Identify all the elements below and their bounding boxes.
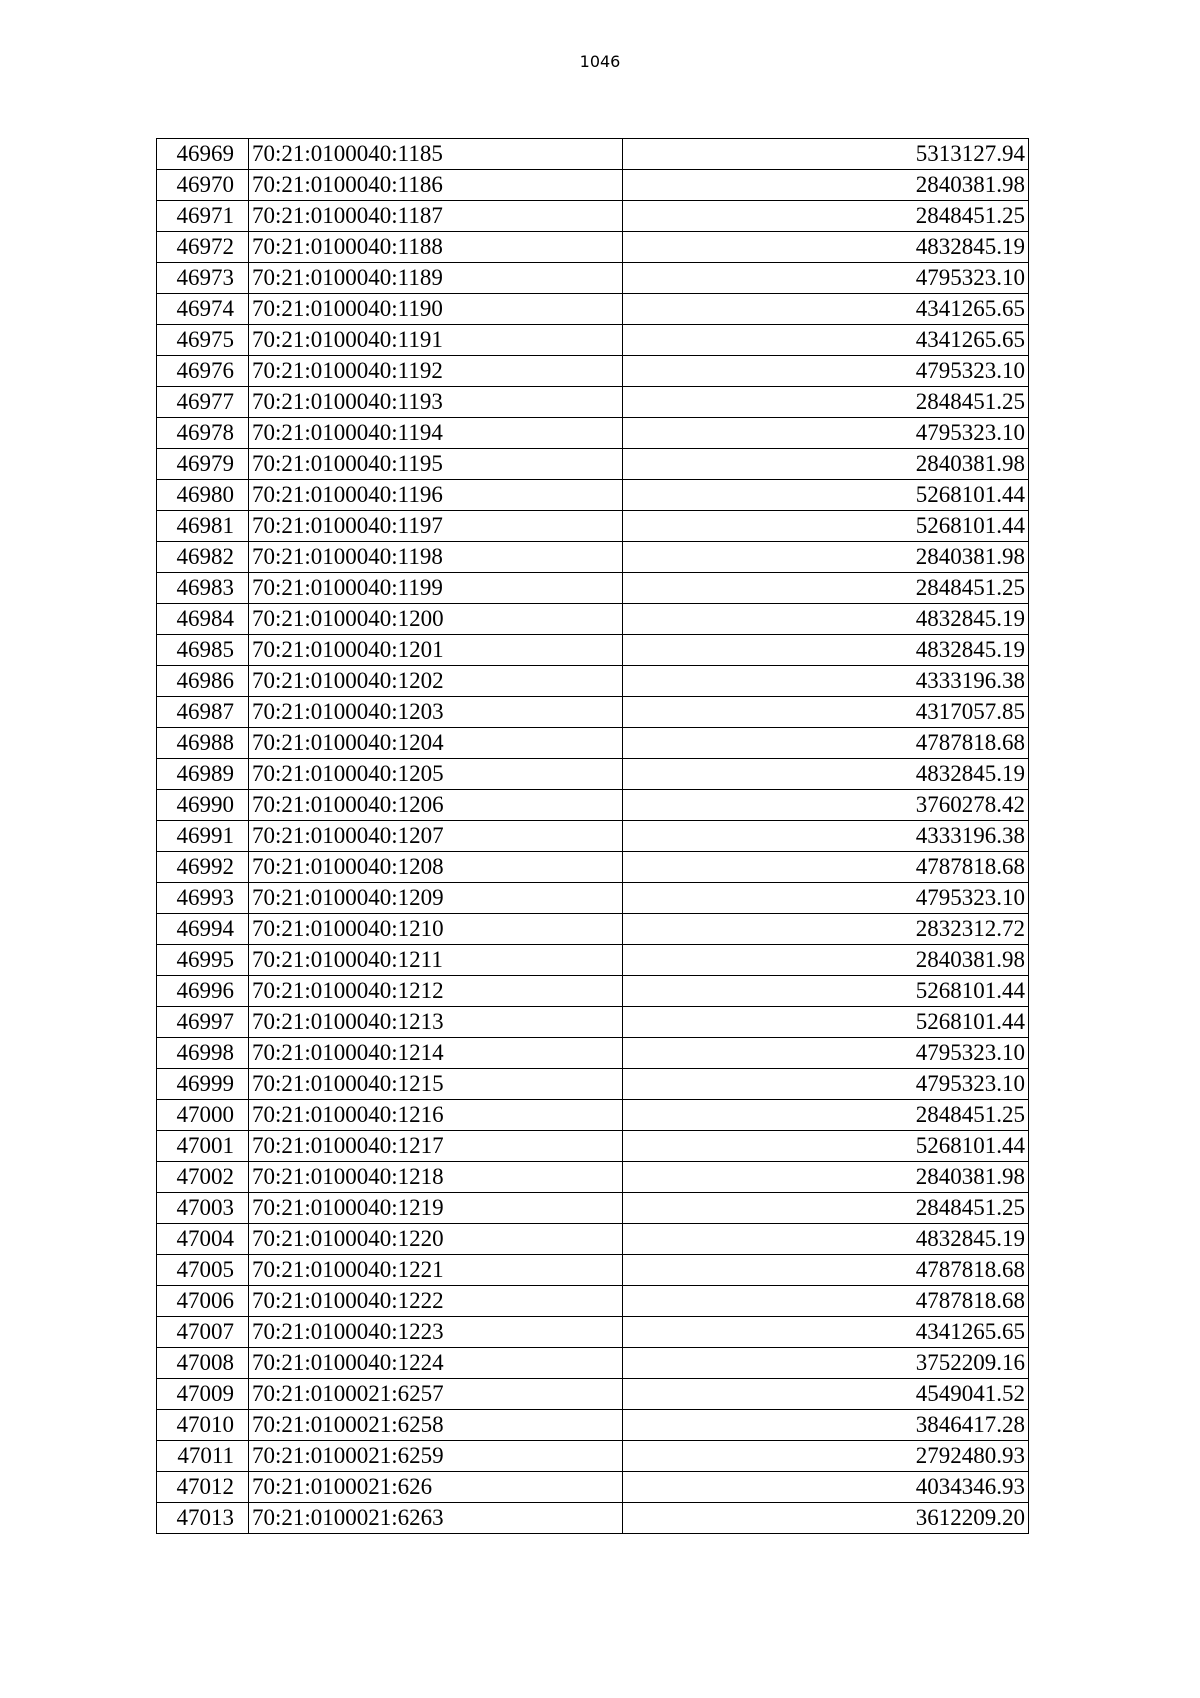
- row-number-cell: 46998: [157, 1038, 249, 1069]
- cadastral-number-cell: 70:21:0100040:1193: [249, 387, 623, 418]
- cadastral-value-cell: 2848451.25: [623, 201, 1029, 232]
- row-number-cell: 46989: [157, 759, 249, 790]
- cadastral-value-cell: 3612209.20: [623, 1503, 1029, 1534]
- table-row: [157, 883, 1029, 914]
- cadastral-number-cell: 70:21:0100040:1207: [249, 821, 623, 852]
- table-row: [157, 1193, 1029, 1224]
- cadastral-number-cell: 70:21:0100040:1197: [249, 511, 623, 542]
- cadastral-value-cell: 2840381.98: [623, 170, 1029, 201]
- table-row: [157, 356, 1029, 387]
- row-number-cell: 46979: [157, 449, 249, 480]
- cadastral-number-cell: 70:21:0100021:6259: [249, 1441, 623, 1472]
- cadastral-value-cell: 4787818.68: [623, 1286, 1029, 1317]
- cadastral-number-cell: 70:21:0100040:1192: [249, 356, 623, 387]
- cadastral-value-cell: 4795323.10: [623, 356, 1029, 387]
- table-row: [157, 945, 1029, 976]
- cadastral-value-cell: 4832845.19: [623, 1224, 1029, 1255]
- table-body: [157, 139, 1029, 1534]
- cadastral-number-cell: 70:21:0100040:1214: [249, 1038, 623, 1069]
- cadastral-number-cell: 70:21:0100040:1185: [249, 139, 623, 170]
- table-row: [157, 449, 1029, 480]
- cadastral-number-cell: 70:21:0100021:6263: [249, 1503, 623, 1534]
- cadastral-value-cell: 5268101.44: [623, 976, 1029, 1007]
- cadastral-value-cell: 4317057.85: [623, 697, 1029, 728]
- cadastral-number-cell: 70:21:0100040:1205: [249, 759, 623, 790]
- cadastral-value-cell: 4795323.10: [623, 263, 1029, 294]
- cadastral-number-cell: 70:21:0100040:1201: [249, 635, 623, 666]
- row-number-cell: 47007: [157, 1317, 249, 1348]
- cadastral-number-cell: 70:21:0100040:1206: [249, 790, 623, 821]
- row-number-cell: 46969: [157, 139, 249, 170]
- table-row: [157, 852, 1029, 883]
- row-number-cell: 46999: [157, 1069, 249, 1100]
- row-number-cell: 47011: [157, 1441, 249, 1472]
- table-row: [157, 263, 1029, 294]
- cadastral-value-cell: 2840381.98: [623, 542, 1029, 573]
- cadastral-number-cell: 70:21:0100040:1198: [249, 542, 623, 573]
- cadastral-value-cell: 2840381.98: [623, 1162, 1029, 1193]
- row-number-cell: 46974: [157, 294, 249, 325]
- cadastral-number-cell: 70:21:0100040:1224: [249, 1348, 623, 1379]
- table-row: [157, 1410, 1029, 1441]
- cadastral-number-cell: 70:21:0100040:1187: [249, 201, 623, 232]
- row-number-cell: 46988: [157, 728, 249, 759]
- cadastral-value-cell: 4832845.19: [623, 759, 1029, 790]
- cadastral-value-cell: 2792480.93: [623, 1441, 1029, 1472]
- cadastral-number-cell: 70:21:0100040:1188: [249, 232, 623, 263]
- row-number-cell: 47008: [157, 1348, 249, 1379]
- cadastral-number-cell: 70:21:0100040:1216: [249, 1100, 623, 1131]
- row-number-cell: 46986: [157, 666, 249, 697]
- row-number-cell: 46993: [157, 883, 249, 914]
- cadastral-number-cell: 70:21:0100040:1195: [249, 449, 623, 480]
- cadastral-value-cell: 4341265.65: [623, 294, 1029, 325]
- table-row: [157, 201, 1029, 232]
- table-row: [157, 325, 1029, 356]
- cadastral-number-cell: 70:21:0100040:1200: [249, 604, 623, 635]
- cadastral-value-cell: 5268101.44: [623, 480, 1029, 511]
- table-row: [157, 1038, 1029, 1069]
- cadastral-number-cell: 70:21:0100040:1204: [249, 728, 623, 759]
- row-number-cell: 46975: [157, 325, 249, 356]
- row-number-cell: 46996: [157, 976, 249, 1007]
- cadastral-number-cell: 70:21:0100040:1191: [249, 325, 623, 356]
- table-row: [157, 480, 1029, 511]
- row-number-cell: 47003: [157, 1193, 249, 1224]
- row-number-cell: 46995: [157, 945, 249, 976]
- cadastral-number-cell: 70:21:0100040:1215: [249, 1069, 623, 1100]
- cadastral-value-cell: 2840381.98: [623, 945, 1029, 976]
- table-row: [157, 1100, 1029, 1131]
- table-row: [157, 511, 1029, 542]
- row-number-cell: 46983: [157, 573, 249, 604]
- table-row: [157, 790, 1029, 821]
- cadastral-value-cell: 4832845.19: [623, 604, 1029, 635]
- table-row: [157, 1007, 1029, 1038]
- row-number-cell: 47004: [157, 1224, 249, 1255]
- cadastral-value-cell: 4832845.19: [623, 232, 1029, 263]
- row-number-cell: 46987: [157, 697, 249, 728]
- table-row: [157, 1224, 1029, 1255]
- cadastral-value-cell: 5268101.44: [623, 1007, 1029, 1038]
- cadastral-number-cell: 70:21:0100040:1202: [249, 666, 623, 697]
- cadastral-value-cell: 3752209.16: [623, 1348, 1029, 1379]
- table-row: [157, 1162, 1029, 1193]
- cadastral-value-cell: 4795323.10: [623, 1069, 1029, 1100]
- cadastral-number-cell: 70:21:0100040:1219: [249, 1193, 623, 1224]
- table-row: [157, 759, 1029, 790]
- cadastral-value-cell: 4787818.68: [623, 728, 1029, 759]
- table-row: [157, 418, 1029, 449]
- cadastral-value-cell: 3846417.28: [623, 1410, 1029, 1441]
- cadastral-number-cell: 70:21:0100040:1221: [249, 1255, 623, 1286]
- table-row: [157, 542, 1029, 573]
- row-number-cell: 46991: [157, 821, 249, 852]
- row-number-cell: 46984: [157, 604, 249, 635]
- table-row: [157, 1441, 1029, 1472]
- cadastral-number-cell: 70:21:0100021:6258: [249, 1410, 623, 1441]
- cadastral-number-cell: 70:21:0100040:1220: [249, 1224, 623, 1255]
- row-number-cell: 46978: [157, 418, 249, 449]
- cadastral-number-cell: 70:21:0100040:1211: [249, 945, 623, 976]
- cadastral-value-cell: 5268101.44: [623, 1131, 1029, 1162]
- cadastral-value-cell: 4333196.38: [623, 821, 1029, 852]
- table-row: [157, 697, 1029, 728]
- table-row: [157, 1472, 1029, 1503]
- cadastral-value-cell: 2848451.25: [623, 573, 1029, 604]
- cadastral-value-cell: 5268101.44: [623, 511, 1029, 542]
- page-number: 1046: [579, 52, 621, 71]
- row-number-cell: 47006: [157, 1286, 249, 1317]
- row-number-cell: 46992: [157, 852, 249, 883]
- row-number-cell: 47005: [157, 1255, 249, 1286]
- cadastral-value-cell: 4795323.10: [623, 418, 1029, 449]
- cadastral-number-cell: 70:21:0100040:1218: [249, 1162, 623, 1193]
- cadastral-value-cell: 4341265.65: [623, 1317, 1029, 1348]
- cadastral-number-cell: 70:21:0100040:1189: [249, 263, 623, 294]
- table-row: [157, 666, 1029, 697]
- table-row: [157, 1255, 1029, 1286]
- row-number-cell: 46997: [157, 1007, 249, 1038]
- row-number-cell: 47000: [157, 1100, 249, 1131]
- cadastral-number-cell: 70:21:0100040:1194: [249, 418, 623, 449]
- table-row: [157, 170, 1029, 201]
- cadastral-number-cell: 70:21:0100040:1213: [249, 1007, 623, 1038]
- cadastral-value-cell: 2848451.25: [623, 387, 1029, 418]
- row-number-cell: 46982: [157, 542, 249, 573]
- table-row: [157, 728, 1029, 759]
- cadastral-number-cell: 70:21:0100040:1210: [249, 914, 623, 945]
- cadastral-value-cell: 5313127.94: [623, 139, 1029, 170]
- cadastral-number-cell: 70:21:0100021:626: [249, 1472, 623, 1503]
- row-number-cell: 46971: [157, 201, 249, 232]
- cadastral-value-cell: 4787818.68: [623, 852, 1029, 883]
- table-row: [157, 1348, 1029, 1379]
- row-number-cell: 47002: [157, 1162, 249, 1193]
- cadastral-number-cell: 70:21:0100040:1217: [249, 1131, 623, 1162]
- table-row: [157, 914, 1029, 945]
- row-number-cell: 46990: [157, 790, 249, 821]
- cadastre-value-table: [156, 138, 1029, 1534]
- cadastral-value-cell: 4795323.10: [623, 1038, 1029, 1069]
- cadastral-value-cell: 2840381.98: [623, 449, 1029, 480]
- cadastral-value-cell: 4034346.93: [623, 1472, 1029, 1503]
- table-row: [157, 1069, 1029, 1100]
- cadastral-value-cell: 4795323.10: [623, 883, 1029, 914]
- row-number-cell: 47012: [157, 1472, 249, 1503]
- row-number-cell: 46985: [157, 635, 249, 666]
- cadastral-number-cell: 70:21:0100040:1190: [249, 294, 623, 325]
- table-row: [157, 1286, 1029, 1317]
- table-row: [157, 1503, 1029, 1534]
- row-number-cell: 46994: [157, 914, 249, 945]
- row-number-cell: 46976: [157, 356, 249, 387]
- row-number-cell: 46977: [157, 387, 249, 418]
- cadastral-number-cell: 70:21:0100021:6257: [249, 1379, 623, 1410]
- row-number-cell: 46973: [157, 263, 249, 294]
- cadastral-value-cell: 2848451.25: [623, 1193, 1029, 1224]
- table-row: [157, 232, 1029, 263]
- row-number-cell: 46970: [157, 170, 249, 201]
- row-number-cell: 47013: [157, 1503, 249, 1534]
- table-row: [157, 1131, 1029, 1162]
- cadastral-value-cell: 3760278.42: [623, 790, 1029, 821]
- cadastral-number-cell: 70:21:0100040:1212: [249, 976, 623, 1007]
- row-number-cell: 47010: [157, 1410, 249, 1441]
- table-row: [157, 635, 1029, 666]
- cadastral-number-cell: 70:21:0100040:1223: [249, 1317, 623, 1348]
- cadastral-number-cell: 70:21:0100040:1208: [249, 852, 623, 883]
- cadastral-number-cell: 70:21:0100040:1222: [249, 1286, 623, 1317]
- table-row: [157, 1317, 1029, 1348]
- cadastral-value-cell: 2832312.72: [623, 914, 1029, 945]
- table-row: [157, 976, 1029, 1007]
- cadastral-value-cell: 4832845.19: [623, 635, 1029, 666]
- row-number-cell: 47009: [157, 1379, 249, 1410]
- table-row: [157, 387, 1029, 418]
- table-row: [157, 1379, 1029, 1410]
- cadastral-number-cell: 70:21:0100040:1196: [249, 480, 623, 511]
- cadastral-value-cell: 4787818.68: [623, 1255, 1029, 1286]
- cadastral-number-cell: 70:21:0100040:1199: [249, 573, 623, 604]
- table-row: [157, 573, 1029, 604]
- row-number-cell: 47001: [157, 1131, 249, 1162]
- table-row: [157, 604, 1029, 635]
- cadastral-value-cell: 4341265.65: [623, 325, 1029, 356]
- table-row: [157, 294, 1029, 325]
- cadastral-number-cell: 70:21:0100040:1209: [249, 883, 623, 914]
- table-row: [157, 821, 1029, 852]
- cadastral-value-cell: 2848451.25: [623, 1100, 1029, 1131]
- cadastral-value-cell: 4333196.38: [623, 666, 1029, 697]
- table-row: [157, 139, 1029, 170]
- cadastral-value-cell: 4549041.52: [623, 1379, 1029, 1410]
- cadastral-number-cell: 70:21:0100040:1203: [249, 697, 623, 728]
- row-number-cell: 46972: [157, 232, 249, 263]
- cadastral-number-cell: 70:21:0100040:1186: [249, 170, 623, 201]
- row-number-cell: 46980: [157, 480, 249, 511]
- row-number-cell: 46981: [157, 511, 249, 542]
